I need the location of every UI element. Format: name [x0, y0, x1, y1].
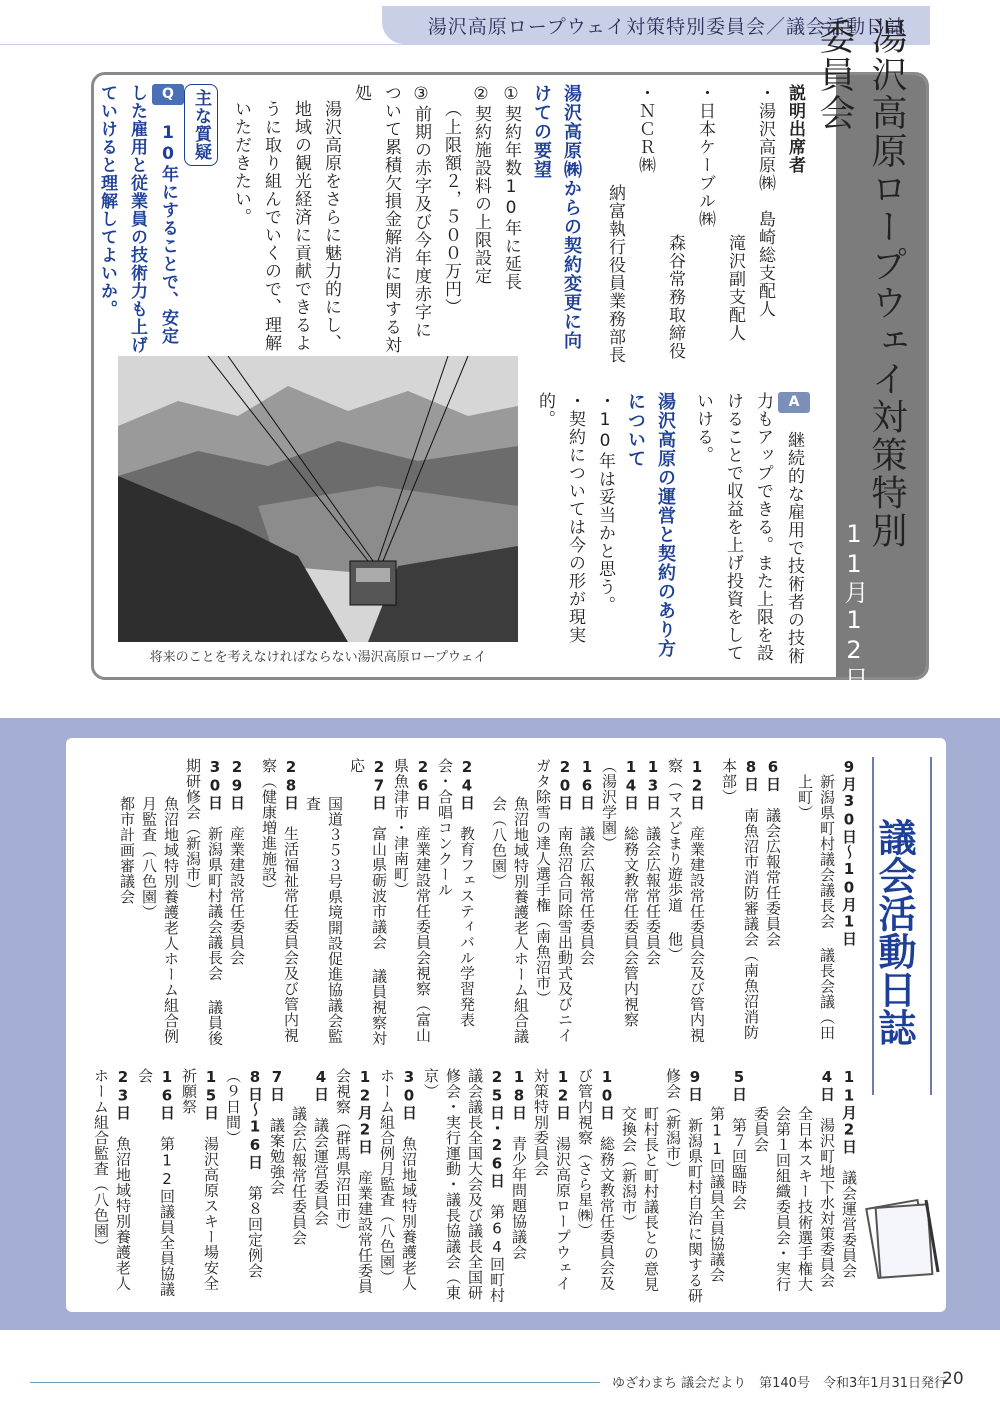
- diary-entry: 魚沼地域特別養護老人ホーム組合例月監査（八色園）: [140, 796, 180, 1044]
- diary-entry: 6日 議会広報常任委員会: [764, 758, 782, 947]
- section1-item: ③前期の赤字及び今年度赤字について累積欠損金解消に関する対処: [351, 84, 431, 354]
- ropeway-photo: [118, 356, 518, 642]
- diary-entry: 12日 湯沢高原ロープウェイ対策特別委員会: [532, 1068, 572, 1291]
- diary-entry: 7日 議案勉強会: [268, 1068, 286, 1195]
- diary-entry: 10日 総務文教常任委員会及び管内視察（さら星㈱）: [576, 1068, 616, 1291]
- diary-lower-columns: [90, 1068, 860, 1304]
- diary-entry: 新潟県町村議会議長会 議長会議（田上町）: [796, 774, 836, 1041]
- section1-item: （上限額２，５００万円）: [441, 100, 461, 316]
- page-number: 20: [942, 1369, 964, 1389]
- notebook-icon: [864, 1192, 944, 1284]
- diary-entry: 第11回議員全員協議会: [708, 1106, 726, 1283]
- diary-entry: 16日 議会広報常任委員会: [578, 758, 596, 966]
- diary-entry: 27日 富山県砺波市議会 議員視察対応: [348, 758, 388, 1046]
- article-title: 湯沢高原ロープウェイ対策特別委員会: [814, 18, 907, 550]
- diary-entry: 議会広報常任委員会: [290, 1106, 308, 1246]
- attendee-line: 滝沢副支配人: [725, 234, 745, 342]
- diary-entry: 9日 新潟県町村自治に関する研修会（新潟市）: [664, 1068, 704, 1304]
- diary-entry: 30日 新潟県町村議会議長会 議員後期研修会（新潟市）: [184, 758, 224, 1046]
- diary-entry: 16日 第12回議員全員協議会: [136, 1068, 176, 1297]
- a-mark-icon: A: [778, 392, 810, 413]
- header-divider: [0, 44, 930, 45]
- meeting-date: 11月12日㈭: [840, 520, 868, 718]
- diary-entry: 全日本スキー技術選手権大会第１回組織委員会・実行委員会: [752, 1106, 814, 1292]
- diary-entry: 魚沼地域特別養護老人ホーム組合議会（八色園）: [490, 796, 530, 1044]
- diary-entry: 15日 湯沢高原スキー場安全祈願祭: [180, 1068, 220, 1291]
- diary-entry: 29日 産業建設常任委員会: [228, 758, 246, 966]
- section1-item: 湯沢高原をさらに魅力的にし、地域の観光経済に貢献できるように取り組んでいくので、理解いただきたい。: [231, 100, 341, 352]
- attendee-line: 納富執行役員業務部長: [605, 184, 625, 364]
- article-lower-text: [530, 392, 810, 672]
- diary-entry: 9月30日～10月1日: [840, 758, 858, 947]
- attendee-line: ・日本ケーブル㈱: [695, 84, 715, 228]
- diary-entry: 12日 産業建設常任委員会及び管内視察（マスどまり遊歩道 他）: [666, 758, 706, 1043]
- section1-item: ①契約年数10年に延長: [501, 84, 521, 291]
- diary-entry: 11月2日 議会運営委員会: [840, 1068, 858, 1279]
- diary-entry: 国道３５３号県境開設促進協議会監査: [304, 796, 344, 1044]
- title-rule: [930, 757, 932, 1095]
- diary-title: 議会活動日誌: [872, 818, 916, 1046]
- diary-entry: 13日 議会広報常任委員会: [644, 758, 662, 966]
- article-upper-text: [92, 84, 810, 374]
- section2-item: ・契約については今の形が現実的。: [535, 392, 585, 644]
- diary-entry: 26日 産業建設常任委員会視察（富山県魚津市・津南町）: [392, 758, 432, 1043]
- diary-entry: 町村長と町村議長との意見交換会（新潟市）: [620, 1106, 660, 1292]
- attendee-line: ・湯沢高原㈱ 島崎総支配人: [755, 84, 775, 318]
- diary-entry: 23日 魚沼地域特別養護老人ホーム組合監査（八色園）: [92, 1068, 132, 1291]
- diary-entry: 4日 湯沢町地下水対策委員会: [818, 1068, 836, 1288]
- footer-rule: [30, 1382, 600, 1383]
- diary-entry: 30日 魚沼地域特別養護老人ホーム組合例月監査（八色園）: [378, 1068, 418, 1291]
- diary-entry: 25日・26日 第64回町村議会議長全国大会及び議長全国研修会・実行運動・議長協議会（東京）: [422, 1068, 506, 1303]
- diary-entry: 20日 南魚沼合同除雪出動式及びニイガタ除雪の達人選手権（南魚沼市）: [534, 758, 574, 1043]
- attendee-line: ・ＮＣＲ㈱: [635, 84, 655, 174]
- diary-entry: 12月2日 産業建設常任委員会視察（群馬県沼田市）: [334, 1068, 374, 1294]
- running-header-title: 湯沢高原ロープウェイ対策特別委員会／議会活動日誌: [427, 15, 906, 38]
- diary-upper-columns: [116, 758, 860, 1048]
- diary-entry: 18日 青少年問題協議会: [510, 1068, 528, 1260]
- diary-entry: 都市計画審議会: [118, 796, 136, 905]
- question: Q 10年にすることで、安定した雇用と従業員の技術力も上げていけると理解してよいか。: [92, 84, 184, 354]
- attendee-line: 森谷常務取締役: [665, 234, 685, 360]
- diary-entry: 24日 教育フェスティバル学習発表会・合唱コンクール: [436, 758, 476, 1028]
- section1-item: ②契約施設料の上限設定: [471, 84, 491, 285]
- diary-entry: 8日 南魚沼市消防審議会（南魚沼消防本部）: [720, 758, 760, 1040]
- diary-entry: 5日 第７回臨時会: [730, 1068, 748, 1211]
- section2-item: ・10年は妥当かと思う。: [595, 392, 615, 614]
- attendees-heading: 説明出席者: [785, 84, 805, 174]
- publication-info: ゆざわまち 議会だより 第140号 令和3年1月31日発行: [612, 1376, 948, 1391]
- qa-heading: 主な質疑: [184, 84, 218, 374]
- diary-entry: 4日 議会運営委員会: [312, 1068, 330, 1226]
- photo-caption: 将来のことを考えなければならない湯沢高原ロープウェイ: [149, 650, 487, 665]
- section2-heading: 湯沢高原の運営と契約のあり方について: [625, 392, 676, 658]
- q-mark-icon: Q: [152, 84, 184, 105]
- diary-entry: 8日～16日 第８回定例会（９日間）: [224, 1068, 264, 1279]
- diary-entry: 28日 生活福祉常任委員会及び管内視察（健康増進施設）: [260, 758, 300, 1043]
- ropeway-photo-illustration: [118, 356, 518, 642]
- answer: A 継続的な雇用で技術者の技術力もアップできる。また上限を設けることで収益を上げ投資をしていける。: [688, 392, 810, 672]
- diary-entry: 14日 総務文教常任委員会管内視察（湯沢学園）: [600, 758, 640, 1028]
- section1-heading: 湯沢高原㈱からの契約変更に向けての要望: [531, 84, 582, 350]
